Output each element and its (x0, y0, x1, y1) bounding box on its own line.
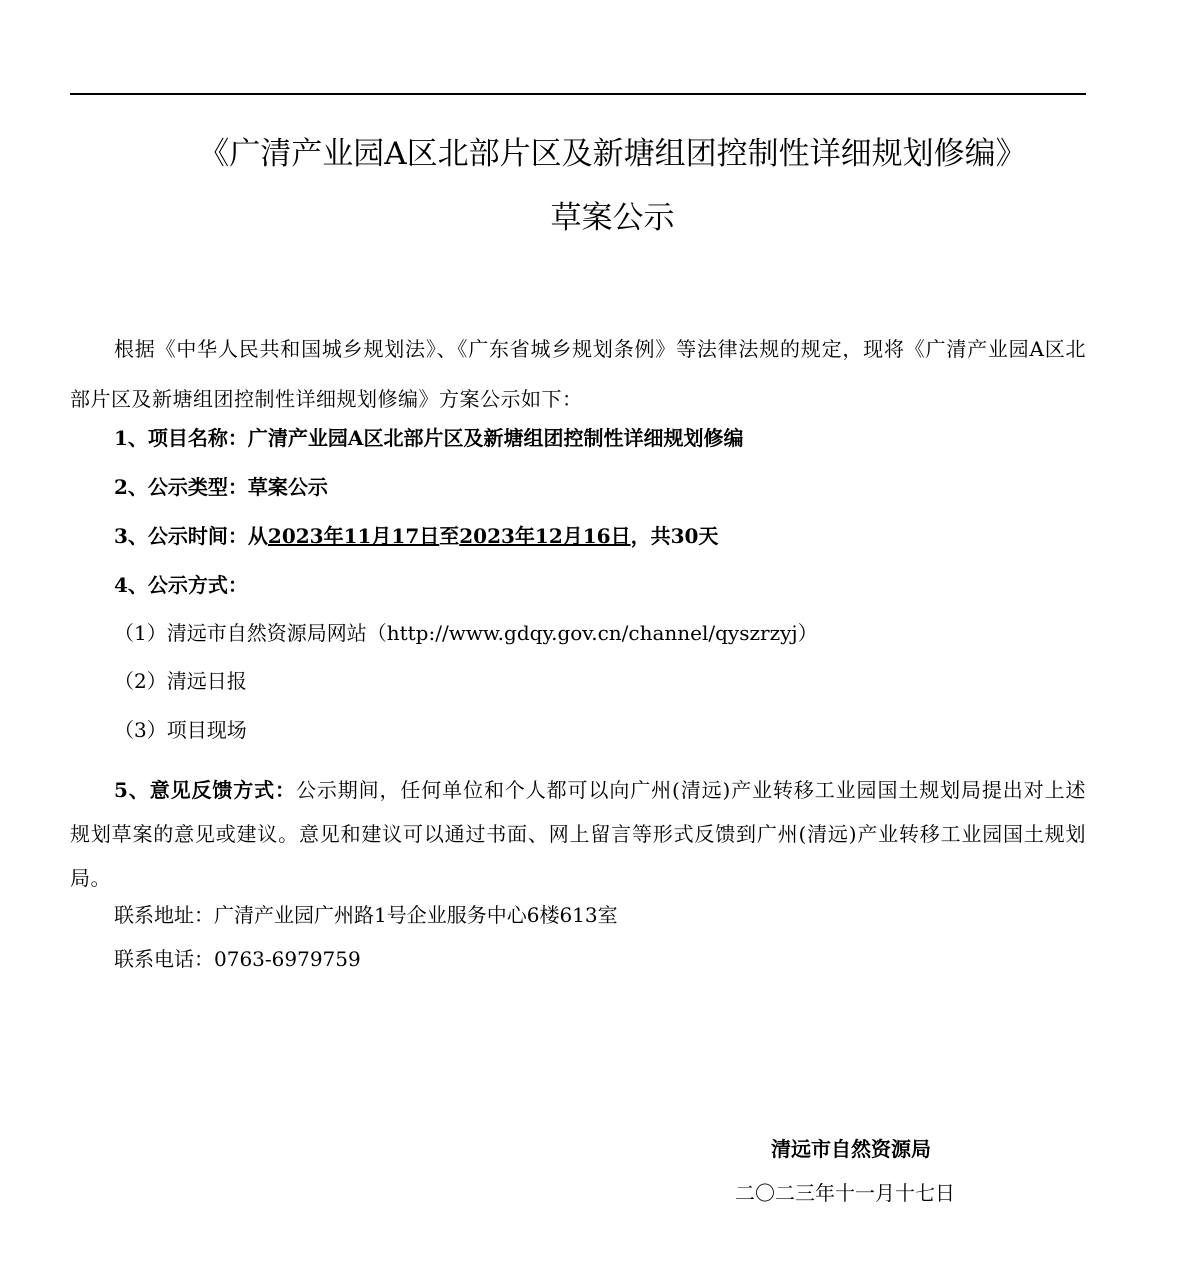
item-feedback-value: 公示期间，任何单位和个人都可以向广州(清远)产业转移工业园国土规划局提出对上述规划草案的意见或建议。意见和建议可以通过书面、网上留言等形式反馈到广州(清远)产业转移工业园国土规划局。 (70, 778, 1086, 890)
item-notice-period-end: 2023年12月16日 (459, 524, 631, 548)
contact-phone: 联系电话：0763-6979759 (114, 947, 361, 971)
item-notice-method-label: 4、公示方式： (114, 573, 248, 597)
document-subtitle: 草案公示 (550, 200, 675, 236)
item-notice-period-to: 至 (439, 524, 460, 548)
item-notice-method-site: （3）项目现场 (114, 718, 247, 742)
item-notice-method-website: （1）清远市自然资源局网站（http://www.gdqy.gov.cn/channel/qyszrzyj） (114, 621, 818, 645)
item-notice-type (114, 472, 328, 502)
item-feedback-label: 5、意见反馈方式： (114, 778, 296, 802)
item-notice-type-label: 2、公示类型： (114, 475, 248, 499)
document-title: 《广清产业园A区北部片区及新塘组团控制性详细规划修编》 (198, 136, 1027, 172)
item-notice-period-total: ，共30天 (630, 524, 719, 548)
signature-date: 二〇二三年十一月十七日 (735, 1181, 955, 1205)
intro-paragraph: 根据《中华人民共和国城乡规划法》、《广东省城乡规划条例》等法律法规的规定，现将《广清产业园A区北部片区及新塘组团控制性详细规划修编》方案公示如下： (70, 337, 1086, 411)
item-feedback (70, 768, 1086, 900)
header-rule (70, 93, 1086, 95)
item-notice-period (114, 521, 718, 551)
item-notice-period-start: 2023年11月17日 (267, 524, 440, 548)
item-notice-type-value: 草案公示 (247, 475, 328, 499)
signature-organization: 清远市自然资源局 (771, 1137, 931, 1161)
item-notice-period-from: 从 (247, 524, 268, 548)
item-notice-method-newspaper: （2）清远日报 (114, 669, 247, 693)
item-project-name-value: 广清产业园A区北部片区及新塘组团控制性详细规划修编 (247, 426, 744, 450)
item-notice-period-label: 3、公示时间： (114, 524, 248, 548)
item-project-name (114, 423, 743, 453)
contact-address: 联系地址：广清产业园广州路1号企业服务中心6楼613室 (114, 903, 618, 927)
item-project-name-label: 1、项目名称： (114, 426, 248, 450)
